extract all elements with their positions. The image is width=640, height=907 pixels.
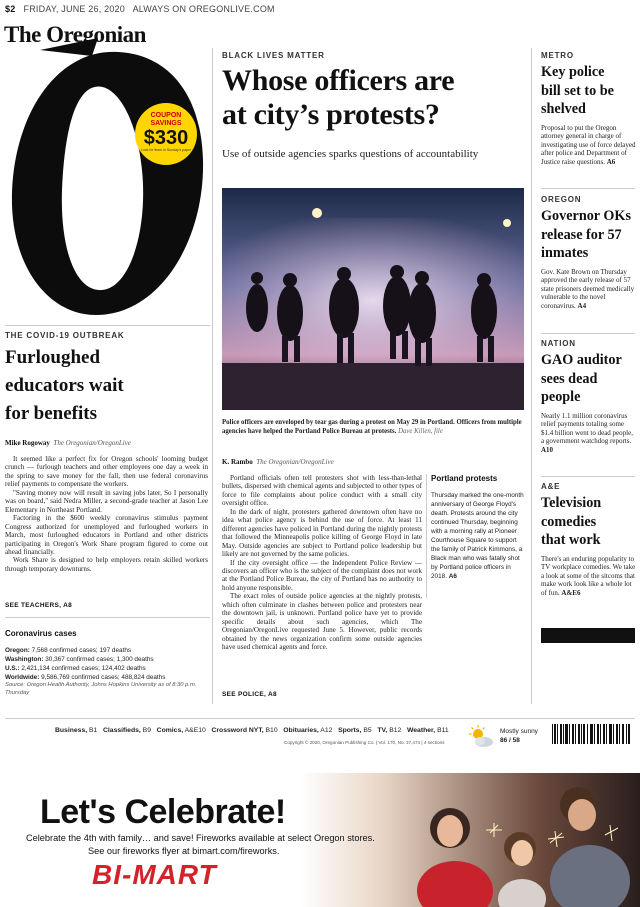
headline-line: Television xyxy=(541,495,602,511)
index-label[interactable]: Obituaries, xyxy=(283,727,319,734)
weather-condition: Mostly sunny xyxy=(500,728,538,735)
headline-line: comedies xyxy=(541,513,597,530)
cases-value: 7,568 confirmed cases; 197 deaths xyxy=(31,647,132,654)
headline-line: people xyxy=(541,389,581,405)
byline-org: The Oregonian/OregonLive xyxy=(53,439,131,447)
bimart-logo[interactable]: BI-MART xyxy=(92,859,217,890)
story-summary xyxy=(541,555,636,598)
coronavirus-cases-title: Coronavirus cases xyxy=(5,629,77,638)
masthead[interactable]: The Oregonian xyxy=(4,22,146,47)
portland-protests-text xyxy=(431,491,527,581)
website-tagline[interactable]: ALWAYS ON OREGONLIVE.COM xyxy=(132,4,275,14)
index-page: A&E10 xyxy=(184,727,206,734)
coupon-title-1: COUPON xyxy=(150,112,182,119)
issue-date: FRIDAY, JUNE 26, 2020 xyxy=(23,4,125,14)
headline-line: bill set to be xyxy=(541,82,614,99)
index-page: B10 xyxy=(265,727,278,734)
headline-line: shelved xyxy=(541,101,586,117)
section-divider xyxy=(5,617,210,618)
headline-line: release for 57 xyxy=(541,226,622,243)
sidebar-text: Thursday marked the one-month anniversary of George Floyd's death. Protests around the city continued Thursday, beginning with a morning rally at Pioneer Courthouse Square to support the family of Patrick Kimmons, a Black man who was fatally shot by Portland police officers in 2018. xyxy=(431,492,524,580)
center-story-headline[interactable] xyxy=(222,64,522,132)
cases-label: U.S.: xyxy=(5,665,20,672)
byline-org: The Oregonian/OregonLive xyxy=(256,458,334,466)
coupon-value: $330 xyxy=(143,127,189,149)
column-divider xyxy=(531,48,532,704)
cases-row xyxy=(5,673,210,682)
headline-line: sees dead xyxy=(541,370,598,387)
index-label[interactable]: Classifieds, xyxy=(103,727,141,734)
section-kicker: A&E xyxy=(541,482,561,491)
page-ref: A10 xyxy=(541,445,554,454)
index-page: A12 xyxy=(320,727,333,734)
paragraph: If the city oversight office — the Independent Police Review — discovers an officer who is the subject of the complaint does not work at the Portland Police Bureau, the city of Portland has no authority to hold anyone responsible. xyxy=(222,558,422,592)
see-police-link[interactable]: SEE POLICE, A8 xyxy=(222,691,277,698)
paragraph: It seemed like a perfect fix for Oregon schools' looming budget crunch — furlough teachers and other employees one day a week in the spring to save money for the fall, then use federal coronavirus relief payments to compensate the workers. xyxy=(5,455,208,489)
paragraph: Factoring in the $600 weekly coronavirus stimulus payment Congress authorized for unemployed and furloughed workers in March, most furloughed educators in Portland and other districts participating in Oregon's Work Share program figured to come out ahead financially. xyxy=(5,514,208,556)
cases-value: 30,367 confirmed cases; 1,300 deaths xyxy=(45,656,154,663)
cases-row xyxy=(5,664,210,673)
index-page: B11 xyxy=(437,727,449,734)
bimart-advertisement[interactable] xyxy=(0,773,640,907)
index-label[interactable]: Business, xyxy=(55,727,88,734)
index-label[interactable]: Crossword NYT, xyxy=(211,727,264,734)
center-story-body xyxy=(222,474,422,652)
cases-source: Source: Oregon Health Authority, Johns Hopkins University as of 8:30 p.m. Thursday xyxy=(5,682,197,696)
right-story-ae[interactable] xyxy=(541,482,636,597)
left-story-body xyxy=(5,455,208,573)
byline-name: K. Rambo xyxy=(222,458,253,466)
weather-temps: 86 / 58 xyxy=(500,737,520,744)
section-divider xyxy=(5,325,210,326)
price: $2 xyxy=(5,4,16,14)
headline-line: that work xyxy=(541,532,601,548)
weather-forecast xyxy=(500,727,538,745)
issue-info-bar xyxy=(5,4,275,14)
column-divider xyxy=(426,474,427,598)
column-divider xyxy=(212,48,213,704)
cases-label: Washington: xyxy=(5,656,44,663)
photo-caption xyxy=(222,419,524,436)
center-story-deck: Use of outside agencies sparks questions of accountability xyxy=(222,148,479,160)
summary-text: Gov. Kate Brown on Thursday approved the early release of 57 state prisoners deemed medically vulnerable to the novel coronavirus. xyxy=(541,267,635,310)
left-story-kicker: THE COVID-19 OUTBREAK xyxy=(5,331,125,340)
cases-label: Worldwide: xyxy=(5,674,40,681)
right-story-nation[interactable] xyxy=(541,339,636,454)
index-page: B12 xyxy=(389,727,402,734)
coronavirus-cases-list xyxy=(5,646,210,697)
portland-protests-title: Portland protests xyxy=(431,474,498,483)
sun-cloud-icon xyxy=(468,725,494,749)
cases-row xyxy=(5,646,210,655)
paragraph: The exact roles of outside police agencies at the nightly protests, which often culminate in clashes between police and protesters near the downtown jail, is unknown. Portland police have yet to provide specific details about such agencies, which The Oregonian/OregonLive requested June 5. However, public records obtained by the news organization confirm some outside agencies have used chemical agents and force. xyxy=(222,592,422,652)
paragraph: Portland officials often tell protesters shot with less-than-lethal bullets, dispersed with chemical agents and subjected to other types of force to file complaints about police conduct with a small city oversight office. xyxy=(222,474,422,508)
index-label[interactable]: TV, xyxy=(377,727,388,734)
section-divider xyxy=(541,333,635,334)
coupon-note: Look for them in Sunday's paper xyxy=(140,148,192,152)
caption-text: Police officers are enveloped by tear gas during a protest on May 29 in Portland. Officers from multiple agencies have helped the Portland Police Bureau at protests. xyxy=(222,419,522,435)
coupon-title-2: SAVINGS xyxy=(150,120,182,127)
headline-line: educators wait xyxy=(5,375,124,396)
section-kicker: METRO xyxy=(541,51,574,60)
protest-photo[interactable] xyxy=(222,188,524,410)
index-page: B1 xyxy=(89,727,98,734)
section-kicker: NATION xyxy=(541,339,576,348)
story-summary xyxy=(541,124,636,167)
section-divider xyxy=(541,188,635,189)
summary-text: There's an enduring popularity to TV workplace comedies. We take a look at some of the sitcoms that make work look like a whole lot of fun. xyxy=(541,554,636,597)
paragraph: Work Share is designed to help employers retain skilled workers through temporary downturns. xyxy=(5,556,208,573)
story-summary xyxy=(541,412,636,455)
paragraph: In the dark of night, protesters gathered downtown often have no idea what police agency is behind the use of force. At least 11 different agencies have policed in Portland during the nightly protests that followed the Minneapolis police killing of George Floyd in late May. Outside agencies are subject to Portland police leadership but likely are not governed by the same policies. xyxy=(222,507,422,559)
section-divider xyxy=(541,476,635,477)
headline-line: Furloughed xyxy=(5,347,101,368)
right-story-oregon[interactable] xyxy=(541,195,636,310)
black-promo-bar xyxy=(541,628,635,643)
copyright-line: Copyright © 2020, Oregonian Publishing Co. | Vol. 170, No. 37,474 | 4 sections xyxy=(284,740,445,745)
section-index xyxy=(55,727,449,734)
right-story-metro[interactable] xyxy=(541,51,636,166)
cases-row xyxy=(5,655,210,664)
barcode xyxy=(550,724,632,750)
oregonian-o-logo xyxy=(0,30,212,330)
photo-credit: Dave Killen, file xyxy=(398,427,443,435)
headline-line: for benefits xyxy=(5,403,97,424)
paragraph: "Saving money now will result in saving jobs later, So I personally was on board," said Nedra Miller, a second-grade teacher at Jason Lee Elementary in Northeast Portland. xyxy=(5,488,208,514)
section-kicker: OREGON xyxy=(541,195,582,204)
left-story-byline xyxy=(5,439,131,447)
story-headline xyxy=(541,351,636,407)
headline-line: inmates xyxy=(541,245,589,261)
index-page: B9 xyxy=(142,727,151,734)
story-headline xyxy=(541,207,636,263)
headline-line: Governor OKs xyxy=(541,208,631,224)
ad-headline: Let's Celebrate! xyxy=(40,793,286,831)
coupon-savings-badge[interactable] xyxy=(135,103,197,165)
headline-line: Key police xyxy=(541,64,605,80)
summary-text: Nearly 1.1 million coronavirus relief payments totaling some $1.4 billion went to dead people, a government watchdog reports. xyxy=(541,411,633,445)
section-divider xyxy=(5,718,635,719)
ad-line-1: Celebrate the 4th with family… and save! Fireworks available at select Oregon stores. xyxy=(26,833,375,843)
story-summary xyxy=(541,268,636,311)
headline-line: at city’s protests? xyxy=(222,98,440,131)
left-story-headline[interactable] xyxy=(5,344,205,428)
cases-value: 2,421,134 confirmed cases; 124,402 deaths xyxy=(21,665,146,672)
story-headline xyxy=(541,63,636,119)
index-label[interactable]: Weather, xyxy=(406,727,436,734)
headline-line: Whose officers are xyxy=(222,64,455,97)
page-ref: A&E6 xyxy=(561,588,581,597)
see-teachers-link[interactable]: SEE TEACHERS, A8 xyxy=(5,602,73,609)
byline-name: Mike Rogoway xyxy=(5,439,50,447)
page-ref[interactable]: A6 xyxy=(448,573,457,580)
summary-text: Proposal to put the Oregon attorney general in charge of investigating use of force delayed after police and Department of Justice raise questions. xyxy=(541,123,636,166)
headline-line: GAO auditor xyxy=(541,352,622,368)
center-story-byline xyxy=(222,458,334,466)
cases-label: Oregon: xyxy=(5,647,30,654)
cases-value: 9,586,769 confirmed cases; 488,824 deaths xyxy=(41,674,166,681)
index-page: B5 xyxy=(363,727,372,734)
page-ref: A6 xyxy=(606,157,616,166)
story-headline xyxy=(541,494,636,550)
center-story-kicker: BLACK LIVES MATTER xyxy=(222,51,325,60)
index-label[interactable]: Comics, xyxy=(156,727,184,734)
page-ref: A4 xyxy=(577,301,587,310)
ad-line-2[interactable]: See our fireworks flyer at bimart.com/fireworks. xyxy=(88,846,280,856)
index-label[interactable]: Sports, xyxy=(338,727,362,734)
